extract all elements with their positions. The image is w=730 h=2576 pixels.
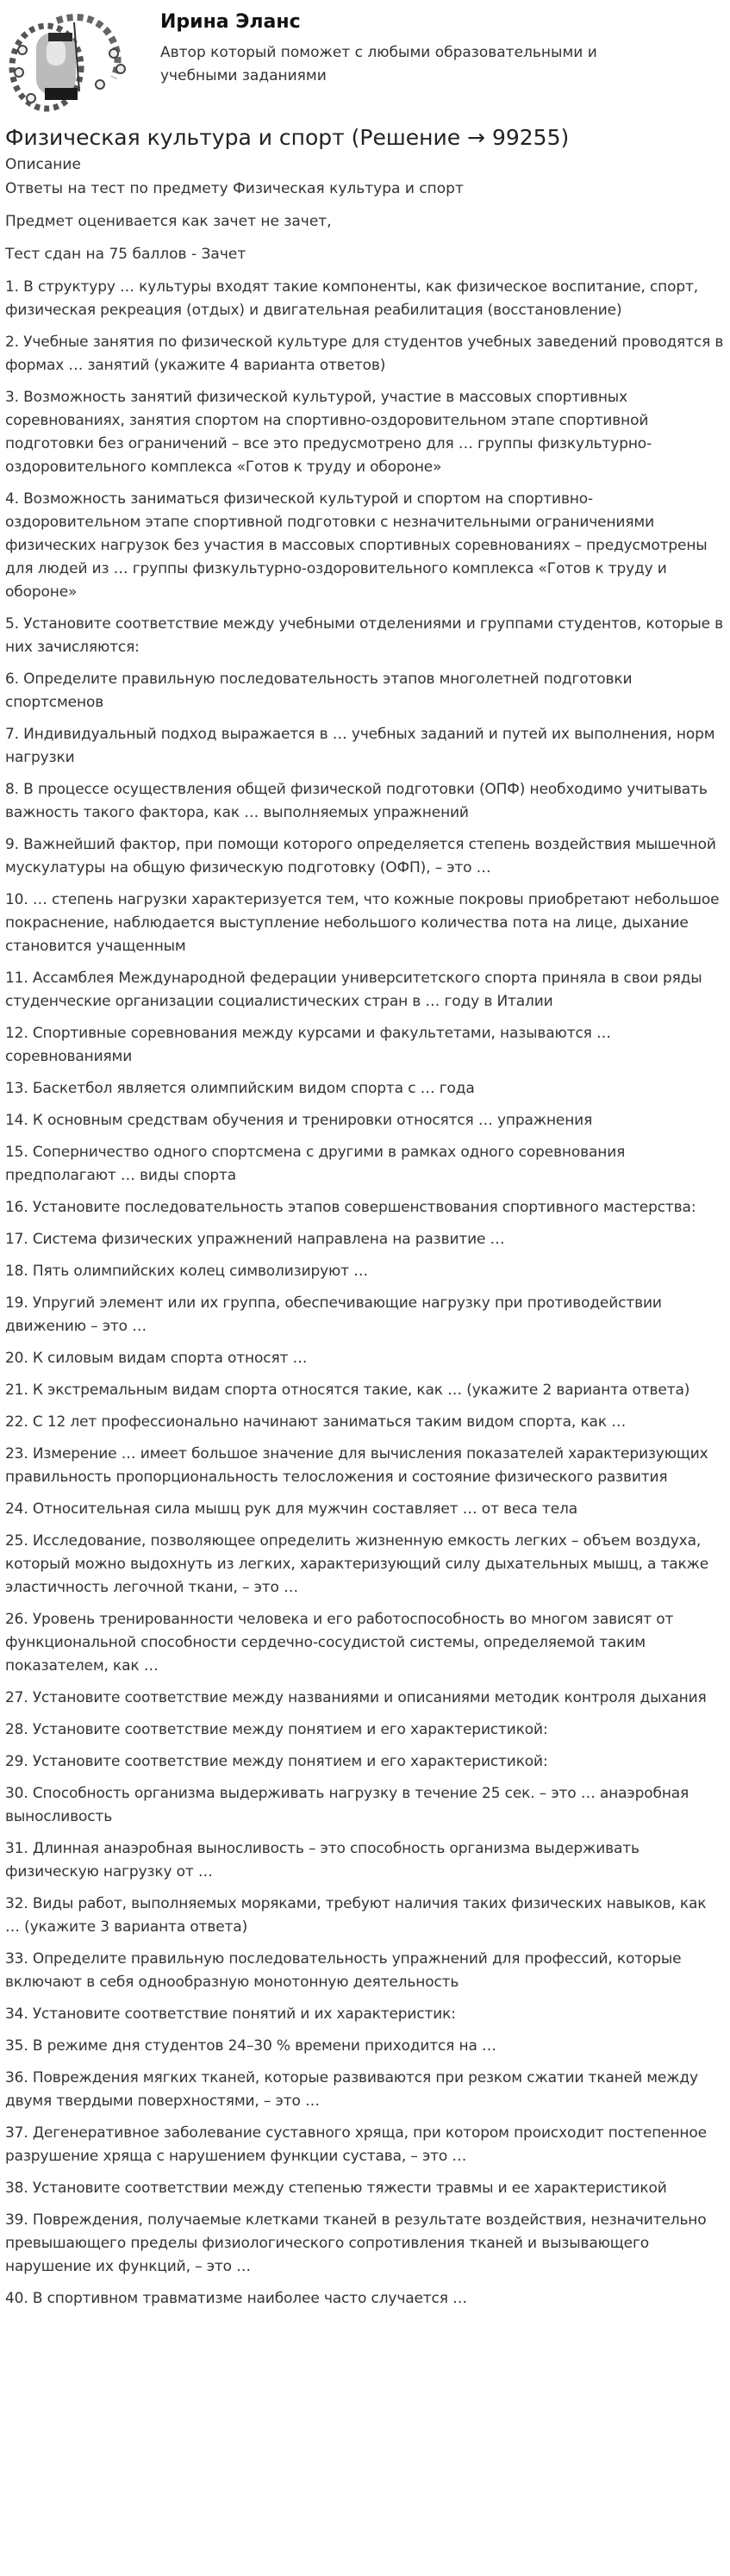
page-title: Физическая культура и спорт (Решение → 99255): [5, 125, 570, 150]
question-item: 34. Установите соответствие понятий и их характеристик:: [5, 2005, 456, 2023]
question-item: 32. Виды работ, выполняемых моряками, требуют наличия таких физических навыков, как … (укажите 3 варианта ответа): [5, 1895, 707, 1936]
question-item: 24. Относительная сила мышц рук для мужчин составляет … от веса тела: [5, 1500, 577, 1518]
question-item: 16. Установите последовательность этапов совершенствования спортивного мастерства:: [5, 1199, 696, 1216]
intro-grading: Предмет оценивается как зачет не зачет,: [5, 213, 332, 230]
author-avatar[interactable]: [5, 5, 134, 115]
question-item: 30. Способность организма выдерживать нагрузку в течение 25 сек. – это … анаэробная выносливость: [5, 1785, 689, 1825]
question-item: 37. Дегенеративное заболевание суставного хряща, при котором происходит постепенное разрушение хряща с нарушением функции сустава, – это …: [5, 2124, 707, 2165]
question-item: 39. Повреждения, получаемые клетками тканей в результате воздействия, незначительно превышающего пределы физиологического сопротивления тканей и вызывающего нарушение их функций, – это …: [5, 2211, 707, 2275]
question-item: 28. Установите соответствие между понятием и его характеристикой:: [5, 1721, 548, 1738]
question-item: 6. Определите правильную последовательность этапов многолетней подготовки спортсменов: [5, 671, 633, 711]
question-item: 18. Пять олимпийских колец символизируют …: [5, 1263, 369, 1280]
question-item: 38. Установите соответствии между степенью тяжести травмы и ее характеристикой: [5, 2180, 667, 2197]
question-item: 27. Установите соответствие между названиями и описаниями методик контроля дыхания: [5, 1689, 707, 1706]
question-item: 29. Установите соответствие между понятием и его характеристикой:: [5, 1753, 548, 1770]
question-item: 22. С 12 лет профессионально начинают заниматься таким видом спорта, как …: [5, 1413, 627, 1431]
author-info: [160, 5, 643, 88]
author-avatar-image-icon: [5, 5, 134, 115]
question-item: 20. К силовым видам спорта относят …: [5, 1350, 308, 1367]
question-item: 14. К основным средствам обучения и тренировки относятся … упражнения: [5, 1112, 593, 1129]
intro-subject: Ответы на тест по предмету Физическая культура и спорт: [5, 180, 464, 197]
question-item: 5. Установите соответствие между учебными отделениями и группами студентов, которые в них зачисляются:: [5, 615, 724, 656]
description-label: Описание: [5, 156, 81, 173]
question-item: 31. Длинная анаэробная выносливость – это способность организма выдерживать физическую нагрузку от …: [5, 1840, 640, 1881]
question-item: 19. Упругий элемент или их группа, обеспечивающие нагрузку при противодействии движению – это …: [5, 1294, 662, 1335]
question-item: 35. В режиме дня студентов 24–30 % времени приходится на …: [5, 2037, 496, 2055]
question-item: 13. Баскетбол является олимпийским видом спорта с … года: [5, 1080, 475, 1097]
question-item: 10. … степень нагрузки характеризуется тем, что кожные покровы приобретают небольшое покраснение, наблюдается выступление небольшого количества пота на лице, дыхание становится учащенным: [5, 891, 720, 955]
question-item: 26. Уровень тренированности человека и его работоспособность во многом зависят от функциональной способности сердечно-сосудистой системы, определяемой таким показателем, как …: [5, 1611, 674, 1675]
question-item: 23. Измерение … имеет большое значение для вычисления показателей характеризующих правильность пропорциональность телосложения и состояние физического развития: [5, 1445, 708, 1486]
question-item: 36. Повреждения мягких тканей, которые развиваются при резком сжатии тканей между двумя твердыми поверхностями, – это …: [5, 2069, 698, 2110]
question-item: 8. В процессе осуществления общей физической подготовки (ОПФ) необходимо учитывать важность такого фактора, как … выполняемых упражнений: [5, 781, 708, 821]
intro-score: Тест сдан на 75 баллов - Зачет: [5, 246, 246, 263]
author-card: [5, 0, 725, 121]
question-list: [5, 276, 725, 2311]
question-item: 3. Возможность занятий физической культурой, участие в массовых спортивных соревнованиях, занятия спортом на спортивно-оздоровительном этапе спортивной подготовки без ограничений – все это предусмотрено для … группы физкультурно-оздоровительного комплекса «Готов к труду и обороне»: [5, 389, 652, 476]
question-item: 15. Соперничество одного спортсмена с другими в рамках одного соревнования предполагают … виды спорта: [5, 1144, 626, 1184]
question-item: 17. Система физических упражнений направлена на развитие …: [5, 1231, 505, 1248]
author-description: Автор который поможет с любыми образовательными и учебными заданиями: [160, 44, 597, 84]
question-item: 9. Важнейший фактор, при помощи которого определяется степень воздействия мышечной мускулатуры на общую физическую подготовку (ОФП), – это …: [5, 836, 716, 876]
author-name[interactable]: Ирина Эланс: [160, 11, 301, 33]
question-item: 12. Спортивные соревнования между курсами и факультетами, называются … соревнованиями: [5, 1025, 611, 1065]
question-item: 4. Возможность заниматься физической культурой и спортом на спортивно-оздоровительном этапе спортивной подготовки с незначительными ограничениями физических нагрузок без участия в массовых спортивных соревнованиях – предусмотрены для людей из … группы физкультурно-оздоровительного комплекса «Готов к труду и обороне»: [5, 490, 708, 601]
question-item: 33. Определите правильную последовательность упражнений для профессий, которые включают в себя однообразную монотонную деятельность: [5, 1950, 682, 1991]
question-item: 40. В спортивном травматизме наиболее часто случается …: [5, 2290, 467, 2307]
question-item: 2. Учебные занятия по физической культуре для студентов учебных заведений проводятся в формах … занятий (укажите 4 варианта ответов): [5, 334, 724, 374]
question-item: 7. Индивидуальный подход выражается в … учебных заданий и путей их выполнения, норм нагрузки: [5, 726, 715, 766]
question-item: 11. Ассамблея Международной федерации университетского спорта приняла в свои ряды студенческие организации социалистических стран в … году в Италии: [5, 970, 702, 1010]
question-item: 21. К экстремальным видам спорта относятся такие, как … (укажите 2 варианта ответа): [5, 1382, 690, 1399]
question-item: 1. В структуру … культуры входят такие компоненты, как физическое воспитание, спорт, физическая рекреация (отдых) и двигательная реабилитация (восстановление): [5, 278, 699, 319]
question-item: 25. Исследование, позволяющее определить жизненную емкость легких – объем воздуха, который можно выдохнуть из легких, характеризующий силу дыхательных мышц, а также эластичность легочной ткани, – это …: [5, 1532, 709, 1596]
